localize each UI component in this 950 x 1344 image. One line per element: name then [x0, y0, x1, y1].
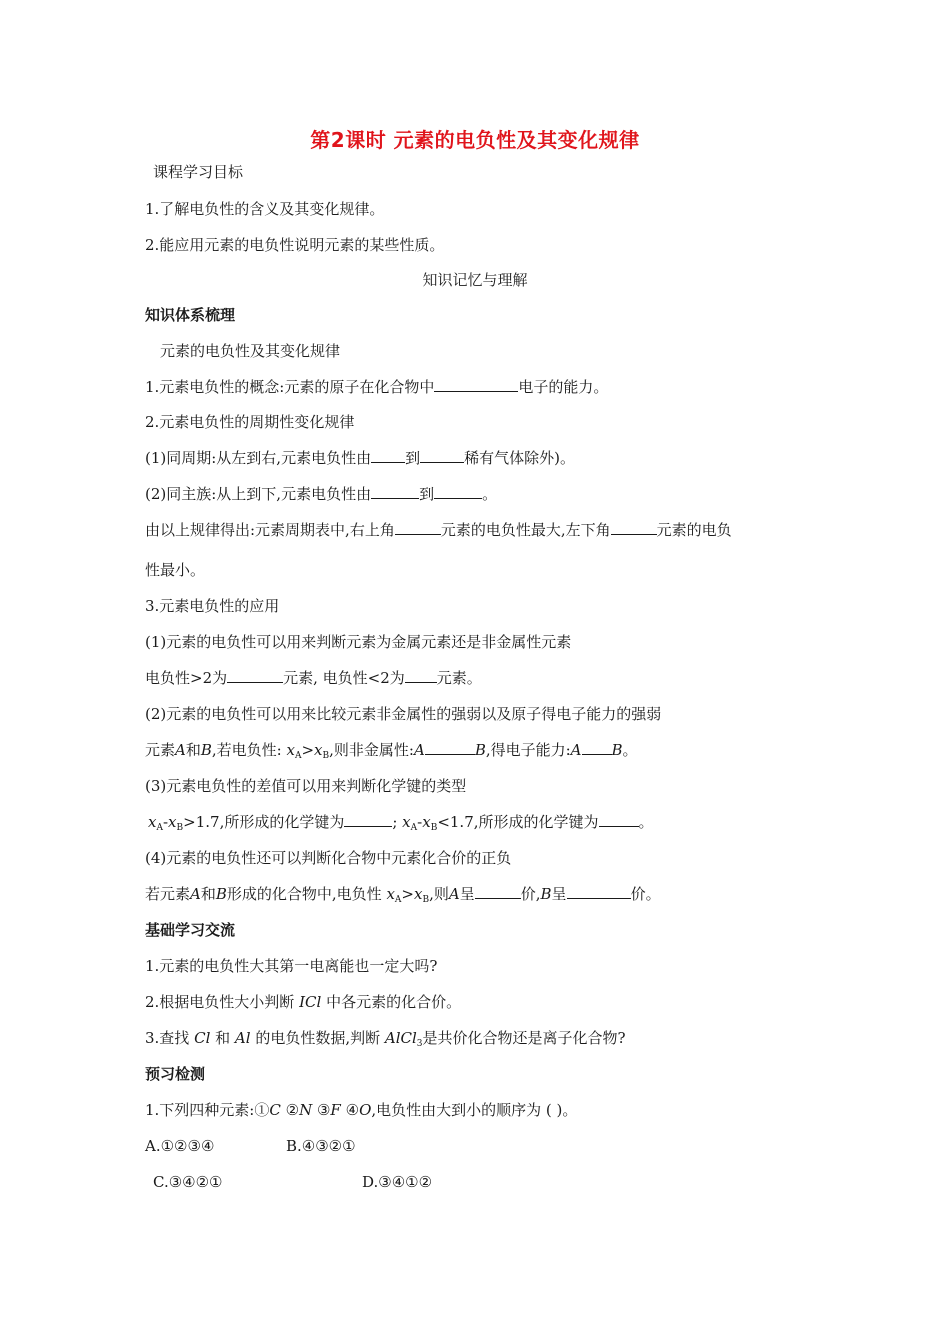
text: ,电负性由大到小的顺序为 ( )。 [371, 1101, 578, 1119]
fill-blank[interactable] [567, 884, 631, 899]
text: - [162, 813, 169, 831]
subscript: B [430, 823, 438, 833]
text: 价。 [630, 885, 661, 903]
text: 稀有气体除外)。 [464, 449, 575, 467]
paragraph [145, 448, 575, 468]
text: 。 [638, 813, 654, 831]
knowledge-subheading: 元素的电负性及其变化规律 [160, 342, 341, 360]
question [145, 992, 461, 1012]
fill-blank[interactable] [425, 740, 475, 755]
text: 电负性>2为 [145, 669, 228, 687]
text: 3.查找 [145, 1029, 195, 1047]
option-b[interactable]: B.④③②① [286, 1137, 356, 1155]
text: 若元素 [145, 885, 191, 903]
symbol: x [402, 813, 411, 831]
symbol: B [611, 741, 623, 759]
symbol: C [269, 1101, 281, 1119]
subscript: A [394, 895, 402, 905]
fill-blank[interactable] [475, 884, 521, 899]
text: 呈 [551, 885, 567, 903]
fill-blank[interactable] [434, 484, 482, 499]
text: 呈 [459, 885, 475, 903]
text: > [401, 885, 414, 903]
question [145, 1028, 626, 1054]
fill-blank[interactable] [371, 484, 419, 499]
paragraph [148, 812, 654, 838]
text: ,得电子能力: [485, 741, 571, 759]
subscript: A [294, 751, 302, 761]
objective-item: 2.能应用元素的电负性说明元素的某些性质。 [145, 236, 445, 254]
text: 元素。 [436, 669, 482, 687]
paragraph: (2)元素的电负性可以用来比较元素非金属性的强弱以及原子得电子能力的强弱 [145, 705, 662, 723]
objectives-heading: 课程学习目标 [153, 163, 244, 181]
paragraph: 3.元素电负性的应用 [145, 597, 280, 615]
text: ,若电负性: [211, 741, 287, 759]
question: 1.元素的电负性大其第一电离能也一定大吗? [145, 957, 438, 975]
symbol: ICl [299, 993, 322, 1011]
text: 1.元素电负性的概念:元素的原子在化合物中 [145, 378, 435, 396]
symbol: B [200, 741, 212, 759]
symbol: F [330, 1101, 341, 1119]
subscript: 3 [416, 1039, 423, 1049]
text: 到 [405, 449, 421, 467]
symbol: A [570, 741, 582, 759]
text: 和 [200, 885, 216, 903]
fill-blank[interactable] [420, 448, 464, 463]
symbol: A [413, 741, 425, 759]
text: 中各元素的化合价。 [321, 993, 462, 1011]
subscript: B [322, 751, 330, 761]
text: 元素, 电负性<2为 [283, 669, 405, 687]
text: 电子的能力。 [518, 378, 609, 396]
text: 的电负性数据,判断 [250, 1029, 385, 1047]
paragraph [145, 484, 497, 504]
symbol: x [148, 813, 157, 831]
text: - [417, 813, 423, 831]
text: 是共价化合物还是离子化合物? [422, 1029, 626, 1047]
text: 由以上规律得出:元素周期表中,右上角 [145, 521, 395, 539]
objective-item: 1.了解电负性的含义及其变化规律。 [145, 200, 385, 218]
text: 元素的电负 [656, 521, 732, 539]
text: 价, [520, 885, 541, 903]
paragraph: 2.元素电负性的周期性变化规律 [145, 413, 355, 431]
text: (2)同主族:从上到下,元素电负性由 [145, 485, 372, 503]
symbol: AlCl [384, 1029, 417, 1047]
symbol: x [386, 885, 395, 903]
text: > [301, 741, 315, 759]
text: 2.根据电负性大小判断 [145, 993, 300, 1011]
paragraph [145, 520, 732, 540]
option-c[interactable]: C.③④②① [153, 1173, 223, 1191]
symbol: B [540, 885, 552, 903]
paragraph: (3)元素电负性的差值可以用来判断化学键的类型 [145, 777, 467, 795]
fill-blank[interactable] [582, 740, 612, 755]
text: 1.下列四种元素:① [145, 1101, 270, 1119]
symbol: A [175, 741, 186, 759]
text: 和 [210, 1029, 235, 1047]
symbol: A [448, 885, 460, 903]
subscript: B [176, 823, 184, 833]
symbol: x [414, 885, 423, 903]
paragraph [145, 740, 638, 766]
text: ④ [340, 1101, 360, 1119]
text: 。 [622, 741, 638, 759]
symbol: x [422, 813, 431, 831]
text: ,则 [429, 885, 449, 903]
text: ; [392, 813, 403, 831]
subscript: B [422, 895, 430, 905]
fill-blank[interactable] [371, 448, 405, 463]
knowledge-heading: 知识体系梳理 [145, 306, 236, 324]
text: 元素的电负性最大,左下角 [440, 521, 611, 539]
option-d[interactable]: D.③④①② [362, 1173, 433, 1191]
question [145, 1100, 577, 1120]
text: 元素 [145, 741, 176, 759]
text: ② [280, 1101, 300, 1119]
paragraph [145, 377, 608, 397]
paragraph: 性最小。 [145, 561, 206, 579]
fill-blank[interactable] [395, 520, 441, 535]
fill-blank[interactable] [344, 812, 392, 827]
text: <1.7,所形成的化学键为 [437, 813, 599, 831]
text: 形成的化合物中,电负性 [226, 885, 387, 903]
text: ③ [312, 1101, 331, 1119]
symbol: N [299, 1101, 313, 1119]
symbol: B [474, 741, 486, 759]
basic-heading: 基础学习交流 [145, 921, 236, 939]
fill-blank[interactable] [611, 520, 657, 535]
symbol: Al [234, 1029, 251, 1047]
symbol: A [190, 885, 201, 903]
symbol: x [286, 741, 295, 759]
subscript: A [410, 823, 418, 833]
preview-heading: 预习检测 [145, 1065, 206, 1083]
symbol: B [215, 885, 227, 903]
fill-blank[interactable] [227, 668, 283, 683]
text: (1)同周期:从左到右,元素电负性由 [145, 449, 372, 467]
text: 到 [419, 485, 435, 503]
option-a[interactable]: A.①②③④ [145, 1137, 215, 1155]
symbol: x [314, 741, 323, 759]
fill-blank[interactable] [405, 668, 437, 683]
symbol: O [359, 1101, 372, 1119]
symbol: x [168, 813, 177, 831]
text: 和 [185, 741, 201, 759]
text: 。 [482, 485, 498, 503]
paragraph [145, 668, 482, 688]
text: >1.7,所形成的化学键为 [183, 813, 345, 831]
fill-blank[interactable] [599, 812, 639, 827]
paragraph [145, 884, 661, 910]
fill-blank[interactable] [434, 377, 518, 392]
paragraph: (1)元素的电负性可以用来判断元素为金属元素还是非金属性元素 [145, 633, 572, 651]
paragraph: (4)元素的电负性还可以判断化合物中元素化合价的正负 [145, 849, 512, 867]
page-title: 第2课时 元素的电负性及其变化规律 [310, 128, 640, 152]
symbol: Cl [194, 1029, 211, 1047]
subscript: A [156, 823, 163, 833]
section-heading-center: 知识记忆与理解 [422, 271, 528, 289]
text: ,则非金属性: [329, 741, 414, 759]
